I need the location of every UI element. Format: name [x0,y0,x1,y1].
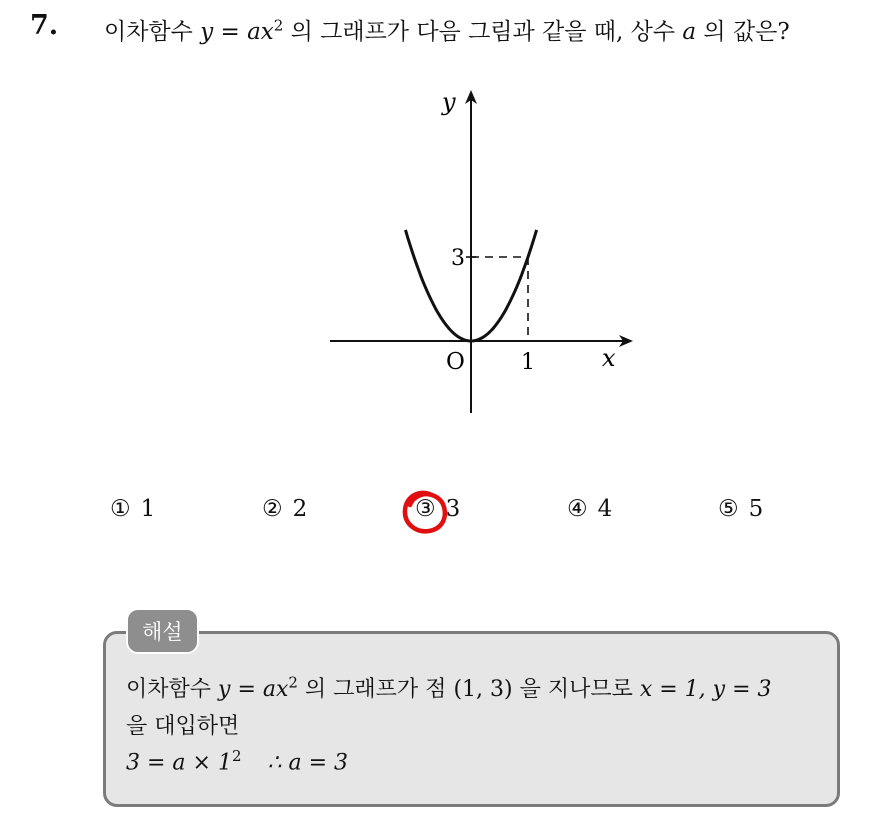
solution-equation-exponent: 2 [231,747,242,765]
choice-1-mark: ① [110,496,131,522]
x-axis-label: x [602,344,616,372]
y-axis-label: y [442,88,456,116]
question-text-after: 의 그래프가 다음 그림과 같을 때, 상수 [283,19,683,45]
solution-line-2: 을 대입하면 [126,714,240,739]
x-tick-label: 1 [521,350,535,375]
question-text-before: 이차함수 [104,19,201,45]
solution-text-3: 을 지나므로 [512,677,640,702]
choice-1[interactable] [110,496,155,522]
origin-label: O [446,349,465,375]
solution-text-2: 의 그래프가 점 [297,677,454,702]
answer-circle-mark [400,488,452,538]
solution-conclusion: ∴ a = 3 [267,750,349,776]
choice-2[interactable] [262,496,307,522]
answer-choices [110,496,810,530]
solution-formula-exponent: 2 [288,673,298,692]
solution-line-3 [126,747,348,775]
choice-3-mark: ③ [415,496,436,522]
solution-substitution: x = 1, y = 3 [639,677,772,702]
parabola-graph [310,80,640,420]
y-tick-label: 3 [451,246,465,271]
question-formula: y = ax [200,19,274,45]
solution-tag: 해설 [126,608,199,654]
solution-point: (1, 3) [453,677,513,702]
solution-box [103,631,840,807]
choice-4[interactable] [567,496,612,522]
choice-4-value: 4 [597,496,613,522]
choice-5-value: 5 [748,496,764,522]
choice-5-mark: ⑤ [718,496,739,522]
choice-2-mark: ② [262,496,283,522]
choice-4-mark: ④ [567,496,588,522]
choice-1-value: 1 [140,496,156,522]
choice-3-value: 3 [445,496,461,522]
question-variable: a [682,19,697,45]
solution-formula: y = ax [218,677,289,702]
solution-equation: 3 = a × 1 [126,750,232,776]
question-text-end: 의 값은? [696,19,790,45]
choice-5[interactable] [718,496,763,522]
question-number: 7. [30,10,59,41]
question-formula-exponent: 2 [273,16,284,35]
choice-2-value: 2 [292,496,308,522]
solution-text-1: 이차함수 [126,677,219,702]
solution-line-1 [126,672,772,703]
question-text [104,13,790,46]
